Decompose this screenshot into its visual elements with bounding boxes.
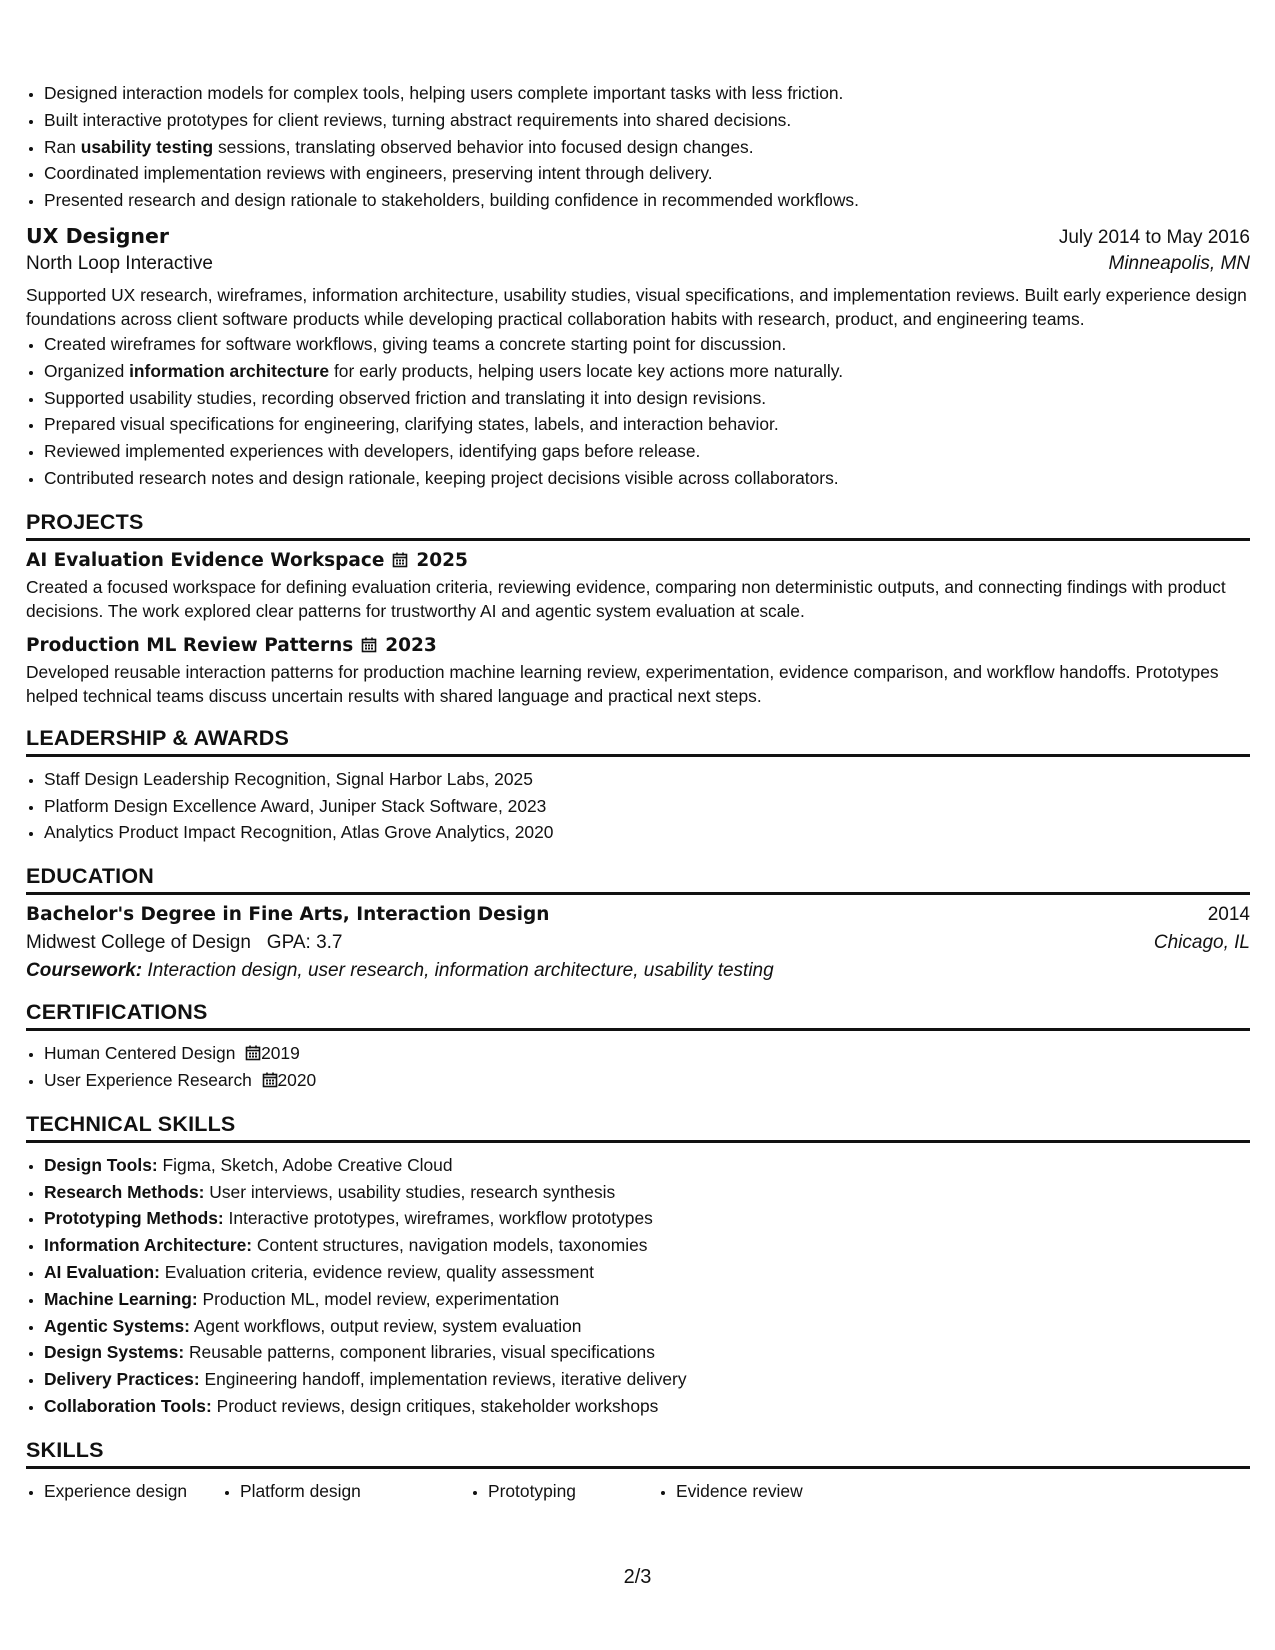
job-bullets (26, 331, 1250, 492)
calendar-icon (361, 637, 377, 653)
project-item (26, 550, 1250, 623)
bullet: • Contributed research notes and design rationale, keeping project decisions visible across collaborators. (44, 465, 1250, 492)
gpa: GPA: 3.7 (266, 932, 343, 954)
skill-tag: • Prototyping (488, 1478, 658, 1505)
job-title: UX Designer (26, 223, 170, 248)
job-entry (26, 224, 1250, 492)
page-number: 2/3 (623, 1566, 652, 1588)
coursework (26, 960, 1250, 982)
technical-skills-list (26, 1152, 1250, 1420)
job-summary: Supported UX research, wireframes, information architecture, usability studies, visual specifications, and implementation reviews. Built early experience design foundations across client software products while developing practical collaboration habits with research, product, and engineering teams. (26, 284, 1247, 329)
bullet: • Prepared visual specifications for engineering, clarifying states, labels, and interaction behavior. (44, 411, 1250, 438)
skill-item: • Machine Learning: Production ML, model review, experimentation (44, 1286, 1250, 1313)
skill-item: • Agentic Systems: Agent workflows, output review, system evaluation (44, 1313, 1250, 1340)
previous-job-bullets (26, 80, 1250, 214)
coursework-label: Coursework: (26, 960, 143, 982)
leadership-list (26, 766, 1250, 846)
degree: Bachelor's Degree in Fine Arts, Interaction Design (26, 904, 550, 926)
project-description: Developed reusable interaction patterns for production machine learning review, experimentation, evidence comparison, and workflow handoffs. Prototypes helped technical teams discuss uncertain results with shared language and practical next steps. (26, 661, 1219, 706)
bullet: • Presented research and design rationale to stakeholders, building confidence in recommended workflows. (44, 187, 1250, 214)
resume-page (26, 80, 1250, 1505)
skill-tag: • Experience design (44, 1478, 222, 1505)
school-name: Midwest College of Design (26, 932, 251, 954)
bullet: • Coordinated implementation reviews with engineers, preserving intent through delivery. (44, 160, 1250, 187)
job-company: North Loop Interactive (26, 252, 213, 274)
skill-item: • Design Systems: Reusable patterns, component libraries, visual specifications (44, 1339, 1250, 1366)
list-item: • Platform Design Excellence Award, Juniper Stack Software, 2023 (44, 793, 1250, 820)
skill-item: • Prototyping Methods: Interactive prototypes, wireframes, workflow prototypes (44, 1205, 1250, 1232)
project-title: Production ML Review Patterns (26, 634, 354, 656)
job-dates: July 2014 to May 2016 (1058, 226, 1250, 248)
education-heading: EDUCATION (26, 864, 1250, 895)
skill-item: • AI Evaluation: Evaluation criteria, evidence review, quality assessment (44, 1259, 1250, 1286)
certifications-heading: CERTIFICATIONS (26, 1000, 1250, 1031)
bullet: • Reviewed implemented experiences with developers, identifying gaps before release. (44, 438, 1250, 465)
skill-tag: • Evidence review (676, 1478, 803, 1505)
skill-item: • Information Architecture: Content structures, navigation models, taxonomies (44, 1232, 1250, 1259)
certification-item: • User Experience Research 2020 (44, 1067, 1250, 1094)
skill-item: • Design Tools: Figma, Sketch, Adobe Creative Cloud (44, 1152, 1250, 1179)
project-item (26, 635, 1250, 708)
calendar-icon (392, 552, 408, 568)
project-title: AI Evaluation Evidence Workspace (26, 549, 385, 571)
graduation-year: 2014 (1207, 904, 1250, 926)
calendar-icon (245, 1045, 261, 1061)
bullet: • Created wireframes for software workflows, giving teams a concrete starting point for discussion. (44, 331, 1250, 358)
certification-item: • Human Centered Design 2019 (44, 1040, 1250, 1067)
skill-tag: • Platform design (240, 1478, 470, 1505)
bullet: • Organized information architecture for early products, helping users locate key actions more naturally. (44, 358, 1250, 385)
project-description: Created a focused workspace for defining evaluation criteria, reviewing evidence, comparing non deterministic outputs, and connecting findings with product decisions. The work explored clear patterns for trustworthy AI and agentic system evaluation at scale. (26, 576, 1226, 621)
certifications-list (26, 1040, 1250, 1094)
leadership-heading: LEADERSHIP & AWARDS (26, 726, 1250, 757)
bullet: • Ran usability testing sessions, translating observed behavior into focused design changes. (44, 134, 1250, 161)
skill-item: • Research Methods: User interviews, usability studies, research synthesis (44, 1179, 1250, 1206)
job-location: Minneapolis, MN (1108, 252, 1250, 274)
project-year: 2023 (385, 634, 437, 656)
project-year: 2025 (416, 549, 468, 571)
coursework-list: Interaction design, user research, information architecture, usability testing (147, 960, 774, 982)
bullet: • Built interactive prototypes for client reviews, turning abstract requirements into shared decisions. (44, 107, 1250, 134)
skills-list (26, 1478, 1250, 1505)
technical-skills-heading: TECHNICAL SKILLS (26, 1112, 1250, 1143)
skills-heading: SKILLS (26, 1438, 1250, 1469)
projects-heading: PROJECTS (26, 510, 1250, 541)
bullet: • Designed interaction models for complex tools, helping users complete important tasks with less friction. (44, 80, 1250, 107)
calendar-icon (262, 1072, 278, 1088)
skill-item: • Collaboration Tools: Product reviews, design critiques, stakeholder workshops (44, 1393, 1250, 1420)
school-location: Chicago, IL (1153, 932, 1250, 954)
skill-item: • Delivery Practices: Engineering handoff, implementation reviews, iterative delivery (44, 1366, 1250, 1393)
bullet: • Supported usability studies, recording observed friction and translating it into design revisions. (44, 385, 1250, 412)
list-item: • Staff Design Leadership Recognition, Signal Harbor Labs, 2025 (44, 766, 1250, 793)
list-item: • Analytics Product Impact Recognition, Atlas Grove Analytics, 2020 (44, 819, 1250, 846)
